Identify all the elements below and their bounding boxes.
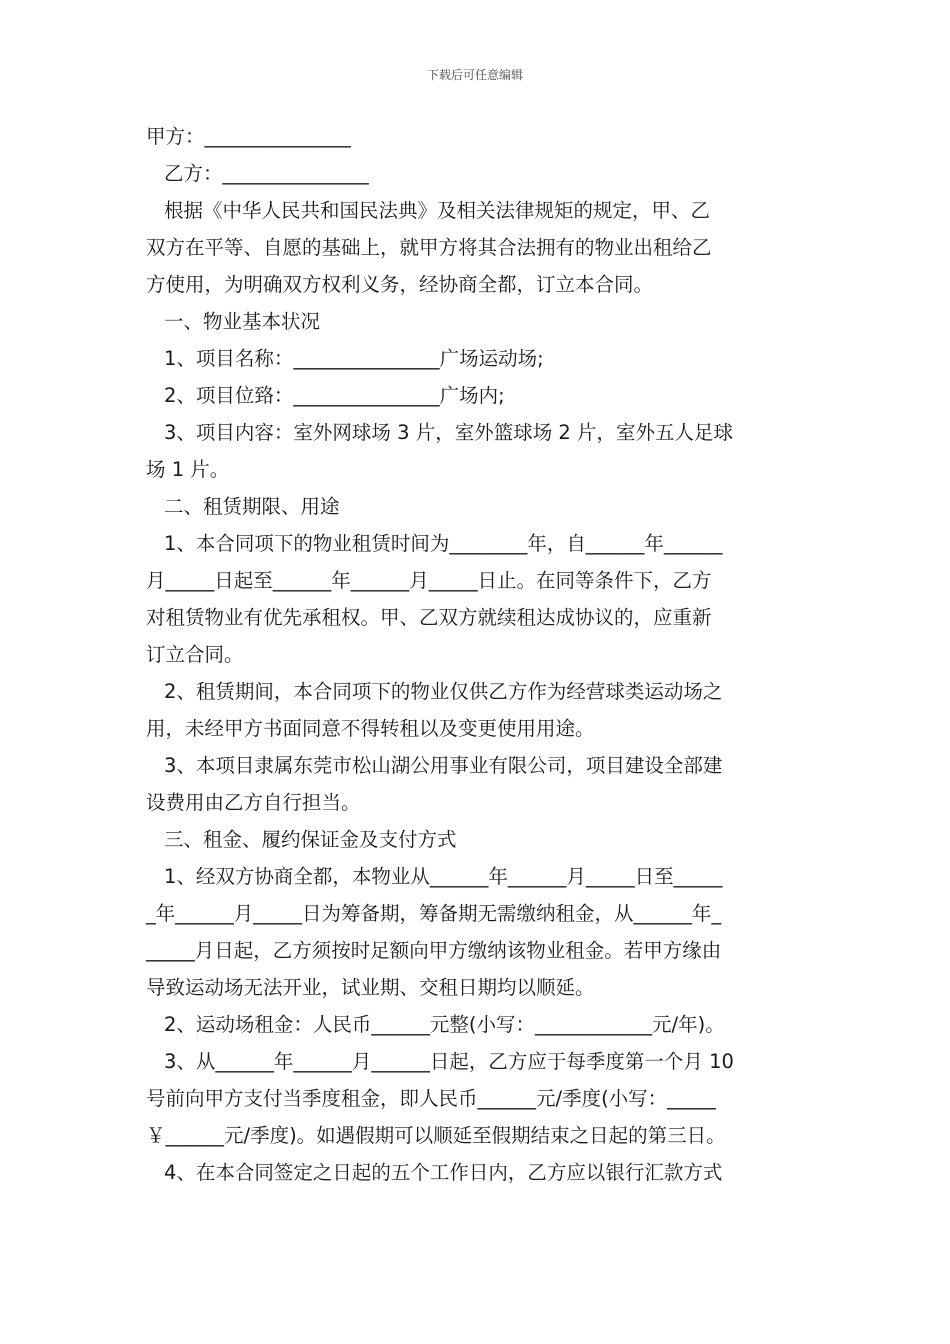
paragraph-line: 1、项目名称：_______________广场运动场; <box>164 347 544 370</box>
paragraph-line: ￥______元/季度)。如遇假期可以顺延至假期结束之日起的第三日。 <box>146 1124 726 1147</box>
paragraph-line: _年______月_____日为筹备期，筹备期无需缴纳租金，从______年_ <box>146 902 722 925</box>
paragraph-line: 3、项目内容：室外网球场 3 片，室外篮球场 2 片，室外五人足球 <box>164 421 734 444</box>
paragraph-line: 二、租赁期限、用途 <box>164 495 340 518</box>
paragraph-line: 对租赁物业有优先承租权。甲、乙双方就续租达成协议的，应重新 <box>146 606 712 629</box>
paragraph-line: 设费用由乙方自行担当。 <box>146 791 361 814</box>
paragraph-line: 场 1 片。 <box>146 458 230 481</box>
paragraph-line: 乙方：_______________ <box>164 162 369 185</box>
paragraph-line: 号前向甲方支付当季度租金，即人民币______元/季度(小写：_____ <box>146 1087 716 1110</box>
paragraph-line: 1、本合同项下的物业租赁时间为________年，自______年______ <box>164 532 723 555</box>
paragraph-line: 用，未经甲方书面同意不得转租以及变更使用用途。 <box>146 717 595 740</box>
paragraph-line: 4、在本合同签定之日起的五个工作日内，乙方应以银行汇款方式 <box>164 1161 723 1184</box>
paragraph-line: 三、租金、履约保证金及支付方式 <box>164 828 457 851</box>
paragraph-line: 3、从______年______月______日起，乙方应于每季度第一个月 10 <box>164 1050 734 1073</box>
paragraph-line: 1、经双方协商全都，本物业从______年______月_____日至_____ <box>164 865 723 888</box>
contract-body <box>146 118 812 1191</box>
paragraph-line: 双方在平等、自愿的基础上，就甲方将其合法拥有的物业出租给乙 <box>146 236 712 259</box>
paragraph-line: 订立合同。 <box>146 643 244 666</box>
paragraph-line: 2、运动场租金：人民币______元整(小写：____________元/年)。 <box>164 1013 725 1036</box>
paragraph-line: 月_____日起至______年______月_____日止。在同等条件下，乙方 <box>146 569 712 592</box>
paragraph-line: _____月日起，乙方须按时足额向甲方缴纳该物业租金。若甲方缘由 <box>146 939 722 962</box>
paragraph-line: 根据《中华人民共和国民法典》及相关法律规矩的规定，甲、乙 <box>164 199 711 222</box>
paragraph-line: 3、本项目隶属东莞市松山湖公用事业有限公司，项目建设全部建 <box>164 754 723 777</box>
paragraph-line: 一、物业基本状况 <box>164 310 321 333</box>
paragraph-line: 2、项目位臵：_______________广场内; <box>164 384 505 407</box>
paragraph-line: 2、租赁期间，本合同项下的物业仅供乙方作为经营球类运动场之 <box>164 680 723 703</box>
paragraph-line: 方使用，为明确双方权利义务，经协商全都，订立本合同。 <box>146 273 654 296</box>
paragraph-line: 甲方：_______________ <box>146 125 351 148</box>
paragraph-line: 导致运动场无法开业，试业期、交租日期均以顺延。 <box>146 976 595 999</box>
page-header-note: 下载后可任意编辑 <box>426 68 523 82</box>
